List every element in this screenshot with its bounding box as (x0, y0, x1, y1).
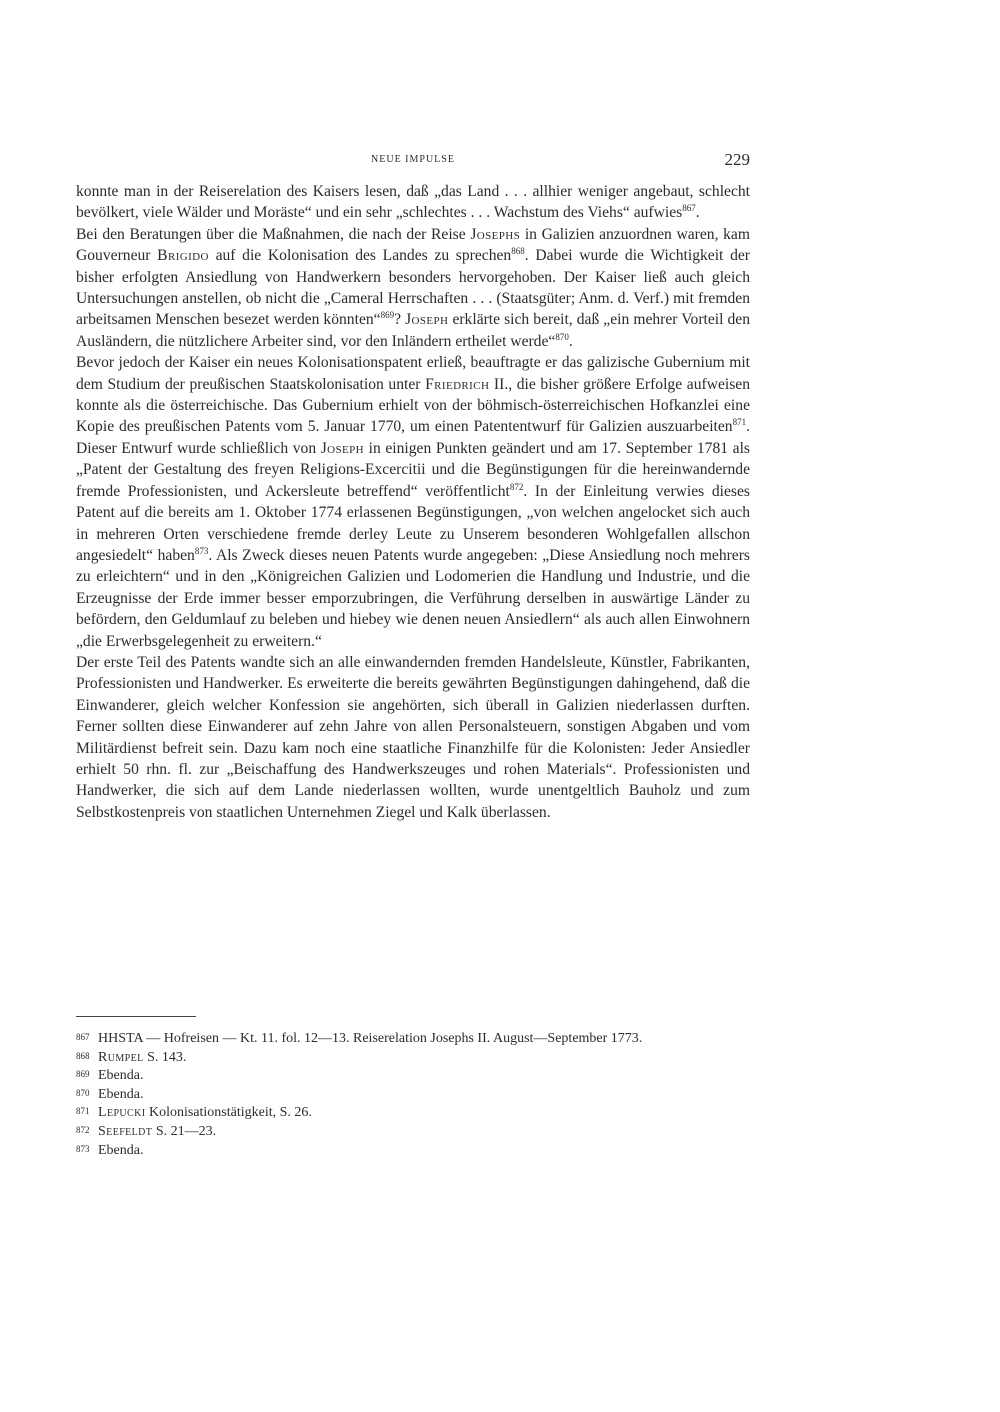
footnote-author: Seefeldt (98, 1123, 153, 1139)
footnote (76, 1104, 750, 1123)
footnote (76, 1142, 750, 1161)
footnote-number: 870 (76, 1087, 90, 1098)
footnote-number: 873 (76, 1143, 90, 1154)
footnote-text: Ebenda. (98, 1086, 144, 1102)
footnote-text: Ebenda. (98, 1142, 144, 1158)
person-name: Joseph (320, 439, 365, 457)
person-name: Joseph (405, 311, 449, 329)
footnote (76, 1067, 750, 1086)
running-head (76, 150, 750, 172)
paragraph-1: konnte man in der Reiserelation des Kaisers lesen, daß „das Land . . . allhier weniger angebaut, schlecht bevölkert, viele Wälder und Moräste“ und ein sehr „schlechtes . . . Wachstum des Viehs“ aufwies$^{867}$. (76, 183, 750, 222)
footnote (76, 1123, 750, 1142)
body-text (76, 181, 750, 823)
footnote-number: 869 (76, 1069, 90, 1080)
footnote (76, 1086, 750, 1105)
footnote-ref: 868 (511, 246, 525, 257)
person-name: Josephs (470, 225, 521, 243)
footnote-number: 868 (76, 1050, 90, 1061)
footnote-text: S. 21—23. (152, 1123, 217, 1139)
paragraph-3: Bevor jedoch der Kaiser ein neues Kolonisationspatent erließ, beauftragte er das galizische Gubernium mit dem Studium der preußischen Staatskolonisation unter Friedrich II., die bisher größere Erfolge aufweisen konnte als die österreichische. Das Gubernium erhielt von der böhmisch-österreichischen Hofkanzlei eine Kopie des preußischen Patents vom 5. Januar 1770, um einen Patententwurf für Galizien auszuarbeiten$^{871}$. Dieser Entwurf wurde schließlich von Joseph in einigen Punkten geändert und am 17. September 1781 als „Patent der Gestaltung des freyen Religions-Excercitii und die Begünstigungen für die hereinwandernde fremde Professionisten, und Ackersleute betreffend“ veröffentlicht$^{872}$. In der Einleitung verwies dieses Patent auf die bereits am 1. Oktober 1774 erlassenen Begünstigungen, „von welchen angelocket sich auch in mehreren Orten verschiedene fremde derley Leute zu Unserem besonderen Wohlgefallen allschon angesiedelt“ haben$^{873}$. Als Zweck dieses neuen Patents wurde angegeben: „Diese Ansiedlung noch mehrers zu erleichtern“ und in den „Königreichen Galizien und Lodomerien die Handlung und Industrie, und die Erzeugnisse der Erde immer besser emporzubringen, die Verführung derselben in auswärtige Länder zu befördern, den Geldumlauf zu beleben und hiebey wie denen neuen Ansiedlern“ als auch allen Einwohnern „die Erwerbsgelegenheit zu erweitern.“ (76, 354, 750, 650)
footnote-ref: 872 (509, 481, 524, 492)
paragraph-4: Der erste Teil des Patents wandte sich an alle einwandernden fremden Handelsleute, Künstler, Fabrikanten, Professionisten und Handwerker. Es erweiterte die bereits gewährten Begünstigungen dahingehend, daß die Einwanderer, gleich welcher Konfession sie angehörten, sich überall in Galizien niederlassen durften. Ferner sollten diese Einwanderer auf zehn Jahre von allen Personalsteuern, sonstigen Abgaben und vom Militärdienst befreit sein. Dazu kam noch eine staatliche Finanzhilfe für die Kolonisten: Jeder Ansiedler erhielt 50 rhn. fl. zur „Beischaffung des Handwerkszeuges und rohen Materials“. Professionisten und Handwerker, die sich auf dem Lande niederlassen wollten, wurde unentgeltlich Bauholz und zum Selbstkostenpreis von staatlichen Unternehmen Ziegel und Kalk überlassen. (76, 653, 750, 821)
running-title: NEUE IMPULSE (371, 154, 455, 165)
footnote-number: 872 (76, 1124, 90, 1135)
footnote-text: Ebenda. (98, 1068, 144, 1084)
person-name: Brigido (157, 247, 209, 265)
footnote (76, 1030, 750, 1049)
footnote-number: 867 (76, 1032, 90, 1042)
footnote-text: S. 143. (143, 1049, 187, 1065)
page-number: 229 (724, 150, 750, 169)
footnote-number: 871 (76, 1106, 90, 1117)
paragraph-2: Bei den Beratungen über die Maßnahmen, die nach der Reise Josephs in Galizien anzuordnen waren, kam Gouverneur Brigido auf die Kolonisation des Landes zu sprechen$^{868}$. Dabei wurde die Wichtigkeit der bisher erfolgten Ansiedlung von Handwerkern besonders hervorgehoben. Der Kaiser ließ auch gleich Untersuchungen anstellen, ob nicht die „Cameral Herrschaften . . . (Staatsgüter; Anm. d. Verf.) mit fremden arbeitsamen Menschen besezet werden könnten“$^{869}$? Joseph erklärte sich bereit, daß „ein mehrer Vorteil den Ausländern, die nützlichere Arbeiter sind, vor den Inländern ertheilet werde“$^{870}$. (76, 225, 750, 350)
footnote-text: Kolonisationstätigkeit, S. 26. (145, 1105, 312, 1121)
person-name: Friedrich (425, 375, 490, 393)
footnote-ref: 869 (380, 310, 395, 321)
footnote-ref: 873 (194, 545, 209, 556)
footnote-author: Lepucki (98, 1105, 146, 1121)
footnote-ref: 870 (555, 331, 569, 342)
footnote-ref: 867 (682, 203, 696, 214)
footnote-text: HHSTA — Hofreisen — Kt. 11. fol. 12—13. Reiserelation Josephs II. August—September 1773. (98, 1031, 643, 1046)
footnote-ref: 871 (732, 417, 747, 428)
footnote (76, 1049, 750, 1068)
footnotes (76, 1030, 750, 1160)
footnote-divider (76, 1016, 196, 1017)
footnote-author: Rumpel (98, 1049, 144, 1065)
